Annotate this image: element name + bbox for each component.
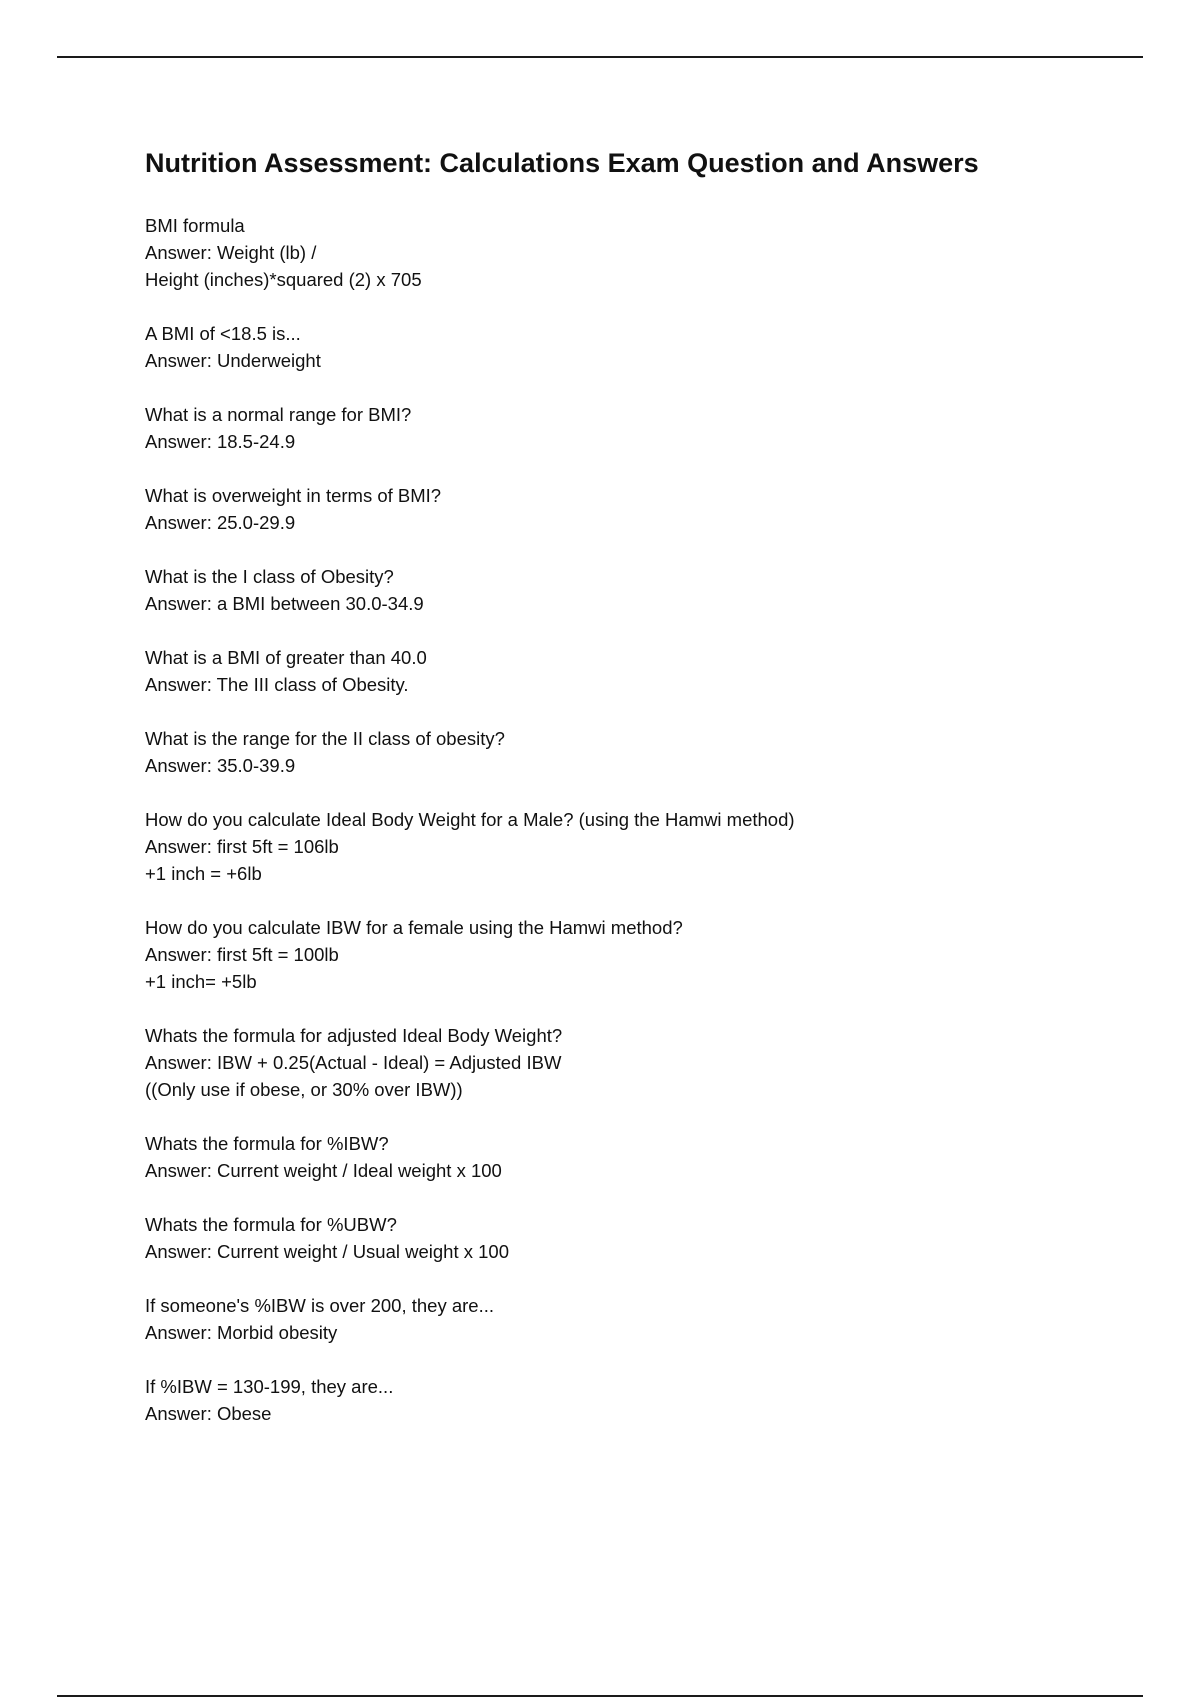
question-text: If %IBW = 130-199, they are... [145, 1376, 394, 1397]
qa-item [145, 1373, 1145, 1427]
question-text: How do you calculate Ideal Body Weight for a Male? (using the Hamwi method) [145, 809, 795, 830]
answer-text: Answer: Weight (lb) / [145, 242, 317, 263]
question-text: Whats the formula for adjusted Ideal Body Weight? [145, 1025, 563, 1046]
answer-text: +1 inch= +5lb [145, 971, 257, 992]
question-text: Whats the formula for %UBW? [145, 1214, 397, 1235]
qa-item [145, 1022, 1145, 1103]
answer-text: Answer: 35.0-39.9 [145, 755, 296, 776]
question-text: What is a normal range for BMI? [145, 404, 412, 425]
page-title: Nutrition Assessment: Calculations Exam Question and Answers [145, 148, 979, 178]
answer-text: Answer: Current weight / Usual weight x 100 [145, 1241, 510, 1262]
question-text: How do you calculate IBW for a female using the Hamwi method? [145, 917, 683, 938]
question-text: What is a BMI of greater than 40.0 [145, 647, 427, 668]
qa-item [145, 1211, 1145, 1265]
answer-text: Answer: first 5ft = 100lb [145, 944, 339, 965]
qa-item [145, 563, 1145, 617]
qa-item [145, 914, 1145, 995]
qa-item [145, 806, 1145, 887]
qa-item [145, 212, 1145, 293]
answer-text: Answer: The III class of Obesity. [145, 674, 409, 695]
answer-text: Answer: a BMI between 30.0-34.9 [145, 593, 424, 614]
qa-item [145, 725, 1145, 779]
answer-text: Height (inches)*squared (2) x 705 [145, 269, 422, 290]
qa-item [145, 320, 1145, 374]
qa-item [145, 1130, 1145, 1184]
footer-rule [57, 1695, 1143, 1697]
answer-text: Answer: Underweight [145, 350, 321, 371]
qa-list [145, 212, 1145, 1454]
question-text: What is the range for the II class of obesity? [145, 728, 505, 749]
question-text: Whats the formula for %IBW? [145, 1133, 389, 1154]
header-rule [57, 56, 1143, 58]
answer-text: Answer: Morbid obesity [145, 1322, 338, 1343]
answer-text: Answer: IBW + 0.25(Actual - Ideal) = Adjusted IBW [145, 1052, 562, 1073]
answer-text: Answer: first 5ft = 106lb [145, 836, 339, 857]
qa-item [145, 644, 1145, 698]
answer-text: Answer: Obese [145, 1403, 272, 1424]
question-text: What is overweight in terms of BMI? [145, 485, 442, 506]
question-text: What is the I class of Obesity? [145, 566, 394, 587]
answer-text: Answer: 25.0-29.9 [145, 512, 296, 533]
answer-text: Answer: 18.5-24.9 [145, 431, 296, 452]
question-text: If someone's %IBW is over 200, they are... [145, 1295, 495, 1316]
answer-text: +1 inch = +6lb [145, 863, 262, 884]
qa-item [145, 482, 1145, 536]
question-text: BMI formula [145, 215, 245, 236]
qa-item [145, 401, 1145, 455]
answer-text: Answer: Current weight / Ideal weight x 100 [145, 1160, 502, 1181]
qa-item [145, 1292, 1145, 1346]
answer-text: ((Only use if obese, or 30% over IBW)) [145, 1079, 463, 1100]
question-text: A BMI of <18.5 is... [145, 323, 301, 344]
